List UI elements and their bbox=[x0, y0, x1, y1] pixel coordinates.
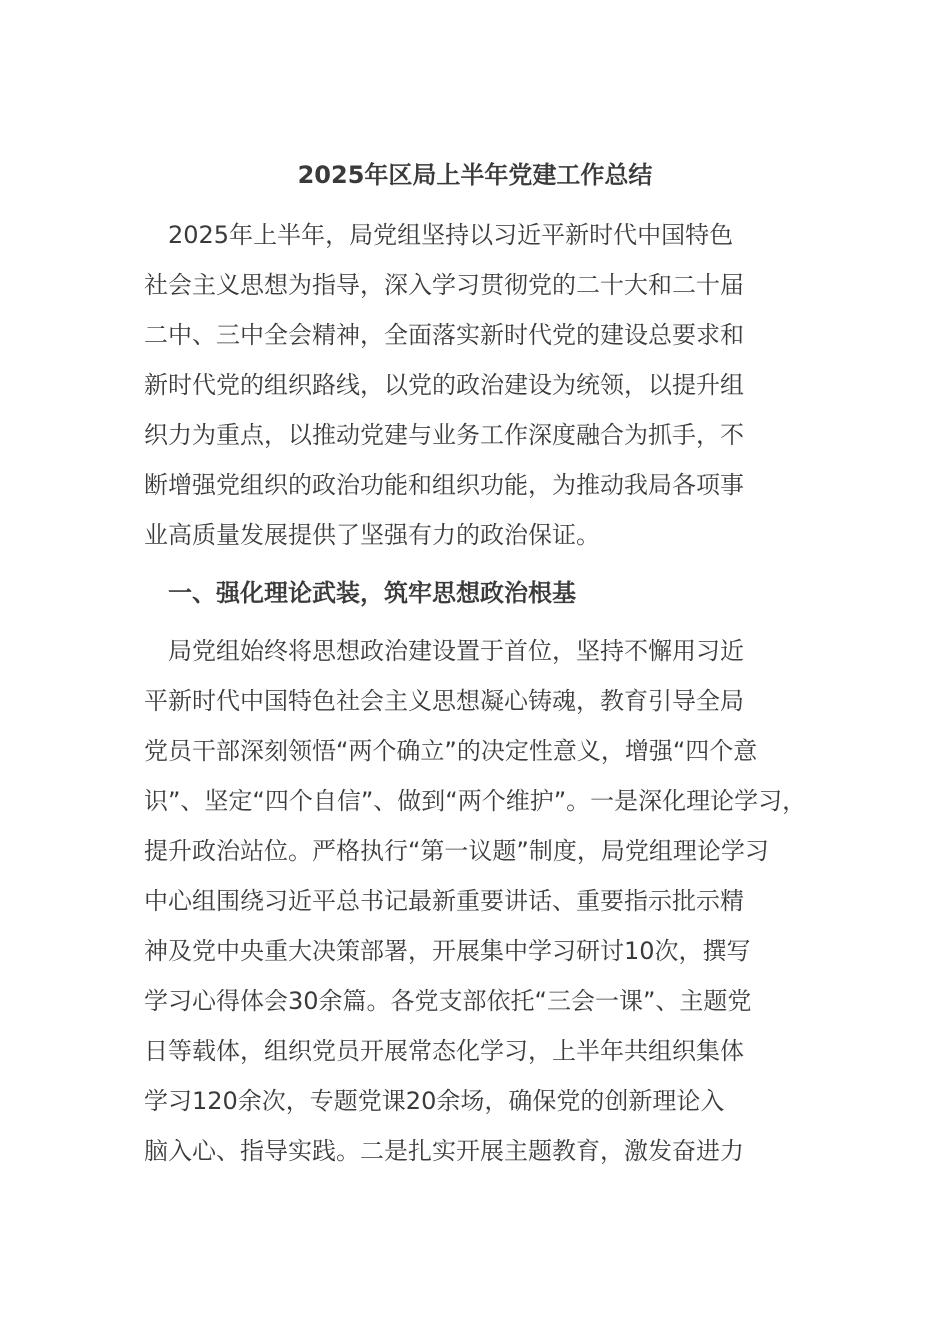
document-title: 2025年区局上半年党建工作总结 bbox=[297, 161, 653, 189]
paragraph-line: 二中、三中全会精神，全面落实新时代党的建设总要求和 bbox=[144, 321, 744, 349]
paragraph-line: 业高质量发展提供了坚强有力的政治保证。 bbox=[144, 521, 600, 549]
paragraph-line: 识”、坚定“四个自信”、做到“两个维护”。一是深化理论学习， bbox=[144, 787, 807, 815]
paragraph-line: 脑入心、指导实践。二是扎实开展主题教育，激发奋进力 bbox=[144, 1137, 744, 1165]
paragraph-line: 局党组始终将思想政治建设置于首位，坚持不懈用习近 bbox=[144, 637, 744, 665]
section-heading: 一、强化理论武装，筑牢思想政治根基 bbox=[144, 579, 576, 607]
paragraph-line: 断增强党组织的政治功能和组织功能，为推动我局各项事 bbox=[144, 471, 744, 499]
paragraph-line: 提升政治站位。严格执行“第一议题”制度，局党组理论学习 bbox=[144, 837, 769, 865]
paragraph-line: 织力为重点，以推动党建与业务工作深度融合为抓手，不 bbox=[144, 421, 744, 449]
paragraph-line: 学习120余次，专题党课20余场，确保党的创新理论入 bbox=[144, 1087, 725, 1115]
paragraph-line: 2025年上半年，局党组坚持以习近平新时代中国特色 bbox=[144, 221, 734, 249]
paragraph-line: 学习心得体会30余篇。各党支部依托“三会一课”、主题党 bbox=[144, 987, 752, 1015]
paragraph-line: 平新时代中国特色社会主义思想凝心铸魂，教育引导全局 bbox=[144, 687, 744, 715]
paragraph-line: 日等载体，组织党员开展常态化学习，上半年共组织集体 bbox=[144, 1037, 744, 1065]
paragraph-line: 新时代党的组织路线，以党的政治建设为统领，以提升组 bbox=[144, 371, 744, 399]
paragraph-line: 社会主义思想为指导，深入学习贯彻党的二十大和二十届 bbox=[144, 271, 744, 299]
paragraph-line: 党员干部深刻领悟“两个确立”的决定性意义，增强“四个意 bbox=[144, 737, 758, 765]
paragraph-line: 中心组围绕习近平总书记最新重要讲话、重要指示批示精 bbox=[144, 887, 744, 915]
paragraph-line: 神及党中央重大决策部署，开展集中学习研讨10次，撰写 bbox=[144, 937, 751, 965]
